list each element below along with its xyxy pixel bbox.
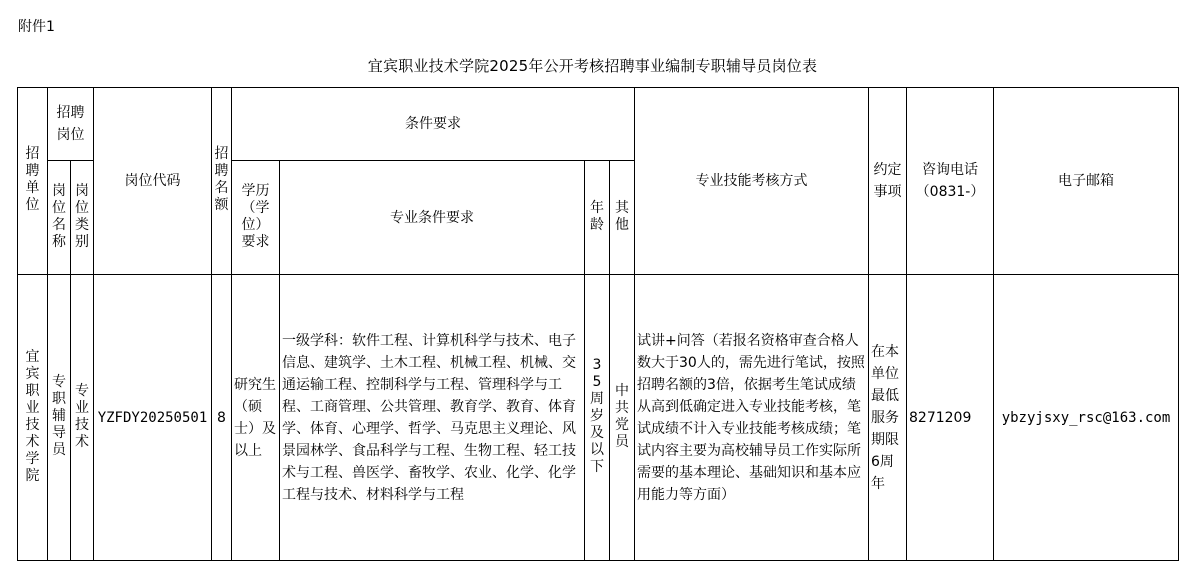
header-email: 电子邮箱 — [994, 88, 1179, 275]
header-other: 其他 — [610, 161, 635, 275]
header-quota: 招聘名额 — [212, 88, 232, 275]
header-row-1 — [18, 88, 1179, 161]
page-title: 宜宾职业技术学院2025年公开考核招聘事业编制专职辅导员岗位表 — [367, 57, 818, 75]
cell-other: 中共党员 — [610, 275, 635, 561]
cell-age: 35周岁及以下 — [585, 275, 610, 561]
header-assessment: 专业技能考核方式 — [635, 88, 869, 275]
cell-education: 研究生（硕士）及以上 — [232, 275, 280, 561]
cell-assessment: 试讲+问答（若报名资格审查合格人数大于30人的，需先进行笔试，按照招聘名额的3倍，依据考生笔试成绩从高到低确定进入专业技能考核，笔试成绩不计入专业技能考核成绩；笔试内容主要为高校辅导员工作实际所需要的基本理论、基础知识和基本应用能力等方面） — [635, 275, 869, 561]
header-agreement: 约定事项 — [869, 88, 907, 275]
header-age: 年龄 — [585, 161, 610, 275]
table-row — [18, 275, 1179, 561]
header-phone: 咨询电话（0831-） — [907, 88, 994, 275]
header-education: 学历（学位）要求 — [232, 161, 280, 275]
cell-major: 一级学科：软件工程、计算机科学与技术、电子信息、建筑学、土木工程、机械工程、机械、交通运输工程、控制科学与工程、管理科学与工程、工商管理、公共管理、教育学、教育、体育学、体育、心理学、哲学、马克思主义理论、风景园林学、食品科学与工程、生物工程、轻工技术与工程、兽医学、畜牧学、农业、化学、化学工程与技术、材料科学与工程 — [280, 275, 585, 561]
cell-quota: 8 — [212, 275, 232, 561]
cell-agreement: 在本单位最低服务期限6周年 — [869, 275, 907, 561]
attachment-label: 附件1 — [18, 19, 55, 35]
header-major: 专业条件要求 — [280, 161, 585, 275]
cell-unit: 宜宾职业技术学院 — [18, 275, 48, 561]
header-position-code: 岗位代码 — [94, 88, 212, 275]
header-unit: 招聘单位 — [18, 88, 48, 275]
cell-phone: 8271209 — [907, 275, 994, 561]
cell-position-name: 专职辅导员 — [48, 275, 71, 561]
cell-position-code: YZFDY20250501 — [94, 275, 212, 561]
position-table — [17, 87, 1179, 561]
cell-email: ybzyjsxy_rsc@163.com — [994, 275, 1179, 561]
header-position-name: 岗位名称 — [48, 161, 71, 275]
header-position-type: 岗位类别 — [71, 161, 94, 275]
header-conditions: 条件要求 — [232, 88, 635, 161]
header-position-group: 招聘岗位 — [48, 88, 94, 161]
cell-position-type: 专业技术 — [71, 275, 94, 561]
